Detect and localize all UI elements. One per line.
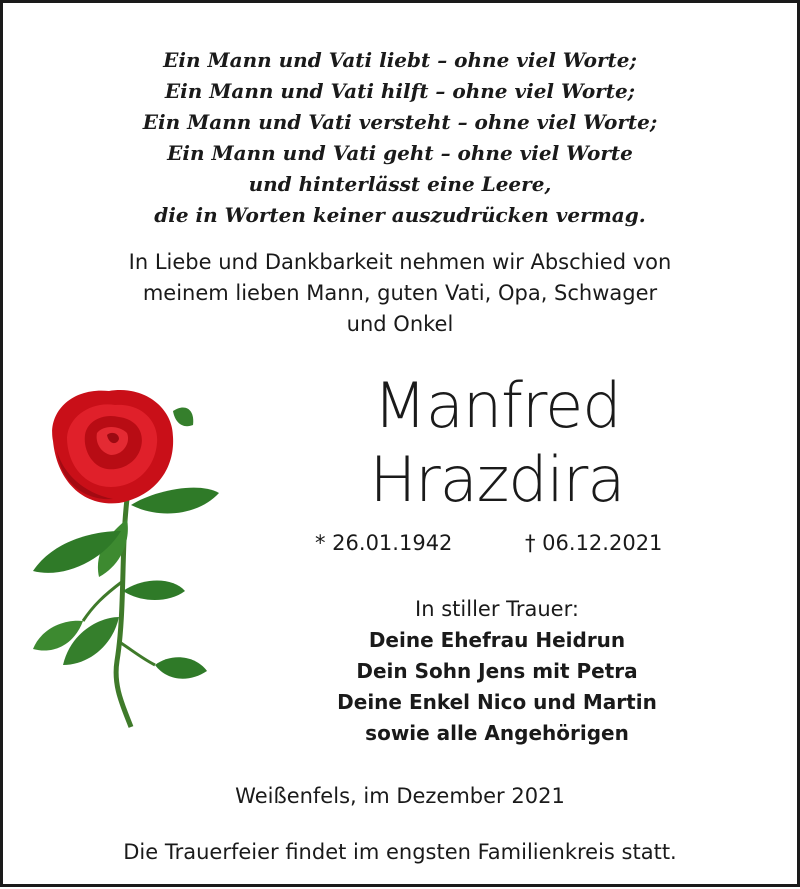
poem-line: und hinterlässt eine Leere, [248, 172, 552, 196]
poem [3, 45, 797, 231]
rose-image [23, 381, 233, 731]
poem-line: Ein Mann und Vati liebt – ohne viel Worte; [163, 48, 637, 72]
deceased-name [303, 369, 691, 517]
mourner-line: Deine Ehefrau Heidrun [368, 628, 626, 652]
mourner-line: sowie alle Angehörigen [365, 721, 629, 745]
intro-line: und Onkel [346, 312, 454, 336]
poem-line: Ein Mann und Vati hilft – ohne viel Worte; [164, 79, 636, 103]
last-name: Hrazdira [369, 443, 625, 516]
death-date: † 06.12.2021 [525, 531, 663, 555]
poem-line: Ein Mann und Vati versteht – ohne viel Worte; [142, 110, 658, 134]
intro-line: meinem lieben Mann, guten Vati, Opa, Schwager [142, 281, 658, 305]
mourners-block [303, 593, 691, 749]
mourner-line: Deine Enkel Nico und Martin [337, 690, 657, 714]
birth-date: * 26.01.1942 [315, 531, 453, 555]
first-name: Manfred [373, 369, 621, 442]
intro-text [3, 247, 797, 340]
intro-line: In Liebe und Dankbarkeit nehmen wir Abschied von [128, 250, 672, 274]
mourner-line: Dein Sohn Jens mit Petra [356, 659, 638, 683]
poem-line: die in Worten keiner auszudrücken vermag. [154, 203, 646, 227]
poem-line: Ein Mann und Vati geht – ohne viel Worte [167, 141, 633, 165]
mourners-heading: In stiller Trauer: [415, 597, 579, 621]
place-date: Weißenfels, im Dezember 2021 [235, 784, 565, 808]
funeral-note: Die Trauerfeier findet im engsten Familienkreis statt. [123, 840, 677, 864]
